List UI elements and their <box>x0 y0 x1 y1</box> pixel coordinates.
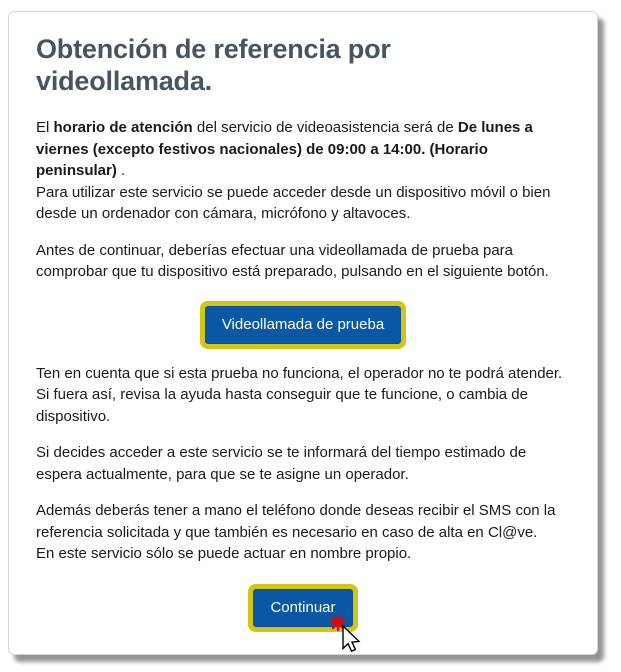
paragraph-test-call-intro: Antes de continuar, deberías efectuar una videollamada de prueba para comprobar que tu dispositivo está preparado, pulsando en el siguiente botón. <box>36 241 549 281</box>
paragraph-schedule <box>36 117 570 225</box>
paragraph-sms-info <box>36 500 570 565</box>
schedule-text-bold-1: horario de atención <box>53 119 193 137</box>
schedule-text-3: . <box>116 162 126 180</box>
continuar-button[interactable]: Continuar <box>253 589 352 627</box>
sms-info-text-1: Además deberás tener a mano el teléfono donde deseas recibir el SMS con la referencia solicitada y que también es necesario en caso de alta en Cl@ve. <box>36 502 556 541</box>
test-call-button-row <box>36 306 570 344</box>
paragraph-warning: Ten en cuenta que si esta prueba no funciona, el operador no te podrá atender. Si fuera así, revisa la ayuda hasta conseguir que te funcione, o cambia de dispositivo. <box>36 364 563 425</box>
videollamada-de-prueba-button[interactable]: Videollamada de prueba <box>205 306 401 344</box>
continue-button-row <box>36 589 570 627</box>
sms-info-text-2: En este servicio sólo se puede actuar en nombre propio. <box>36 545 412 563</box>
schedule-text-bold-2: De lunes a viernes (excepto festivos nacionales) de 09:00 a 14:00. (Horario peninsular) <box>36 119 533 180</box>
videollamada-dialog-card <box>8 11 598 655</box>
page-title: Obtención de referencia por videollamada. <box>36 34 391 96</box>
device-requirements-text: Para utilizar este servicio se puede acceder desde un dispositivo móvil o bien desde un ordenador con cámara, micrófono y altavoces. <box>36 183 551 223</box>
schedule-text-2: del servicio de videoasistencia será de <box>192 119 458 137</box>
schedule-text-1: El <box>36 119 54 137</box>
paragraph-wait-info: Si decides acceder a este servicio se te informará del tiempo estimado de espera actualmente, para que se te asigne un operador. <box>36 444 527 483</box>
